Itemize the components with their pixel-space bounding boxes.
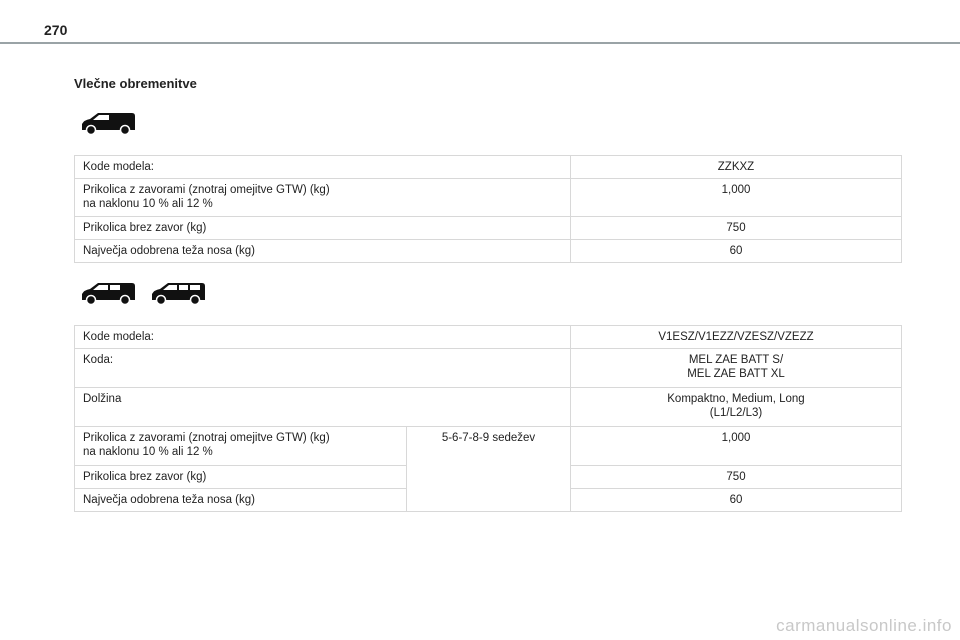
label-line: na naklonu 10 % ali 12 %: [83, 446, 213, 458]
watermark: carmanualsonline.info: [776, 616, 952, 635]
table-row: [75, 217, 902, 240]
row-value: 60: [571, 240, 902, 263]
page-number: 270: [44, 22, 68, 38]
row-label: Prikolica brez zavor (kg): [75, 217, 571, 240]
table-row: [75, 240, 902, 263]
value-line: Kompaktno, Medium, Long: [667, 393, 805, 405]
table-row: [75, 326, 902, 349]
van-icon: [78, 110, 138, 136]
towing-table-1: [74, 155, 902, 263]
section-title: Vlečne obremenitve: [74, 76, 197, 91]
row-value: ZZKXZ: [571, 156, 902, 179]
row-value: 1,000: [571, 427, 902, 466]
row-label: [75, 427, 407, 466]
table-row: [75, 179, 902, 217]
row-label: Kode modela:: [75, 326, 571, 349]
label-line: na naklonu 10 % ali 12 %: [83, 198, 213, 210]
table-row: [75, 156, 902, 179]
header-divider: [0, 42, 960, 44]
value-line: MEL ZAE BATT S/: [688, 354, 784, 366]
row-value: V1ESZ/V1EZZ/VZESZ/VZEZZ: [571, 326, 902, 349]
table-row: [75, 349, 902, 388]
label-line: Prikolica z zavorami (znotraj omejitve GTW) (kg): [83, 184, 330, 196]
table-row: [75, 388, 902, 427]
row-label: Največja odobrena teža nosa (kg): [75, 489, 407, 512]
table-row: [75, 427, 902, 466]
row-value: 1,000: [571, 179, 902, 217]
towing-table-2: [74, 325, 902, 512]
row-value: 750: [571, 217, 902, 240]
value-line: MEL ZAE BATT XL: [687, 368, 785, 380]
row-label: Dolžina: [75, 388, 571, 427]
row-label: Največja odobrena teža nosa (kg): [75, 240, 571, 263]
passenger-van-long-icon: [148, 280, 208, 306]
row-value: [571, 388, 902, 427]
row-value: 750: [571, 466, 902, 489]
row-label: Kode modela:: [75, 156, 571, 179]
label-line: Prikolica z zavorami (znotraj omejitve GTW) (kg): [83, 432, 330, 444]
row-value: 60: [571, 489, 902, 512]
row-label: Prikolica brez zavor (kg): [75, 466, 407, 489]
seats-cell: 5-6-7-8-9 sedežev: [407, 427, 571, 512]
row-value: [571, 349, 902, 388]
row-label: [75, 179, 571, 217]
row-label: Koda:: [75, 349, 571, 388]
passenger-van-icon: [78, 280, 138, 306]
value-line: (L1/L2/L3): [709, 407, 763, 419]
